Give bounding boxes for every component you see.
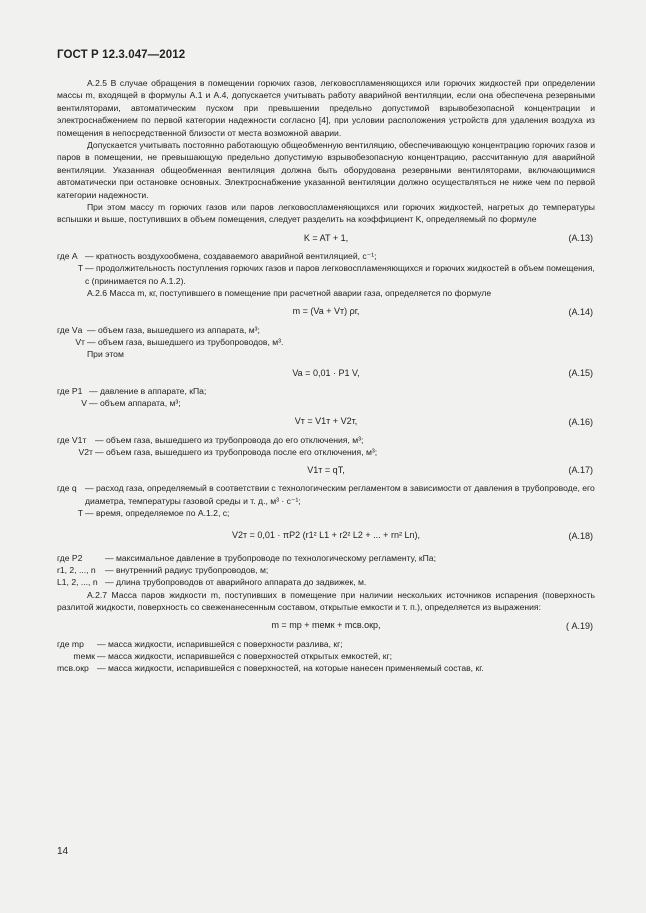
definition-symbol: где A	[57, 250, 78, 261]
equation-a16-number: (А.16)	[568, 416, 593, 427]
equation-a18	[57, 520, 595, 552]
definition-text: — масса жидкости, испарившейся с поверхности разлива, кг;	[97, 638, 343, 649]
definition-row	[57, 638, 595, 650]
paragraph-a25: А.2.5 В случае обращения в помещении горючих газов, легковоспламеняющихся или горючих жидкостей при определении массы m, входящей в формулы А.1 и А.4, допускается учитывать работу аварийной вентиляции, если она обеспечена резервными вентиляторами, автоматическим пуском при превышении предельно допустимой взрывобезопасной концентрации и электроснабжением по первой категории надежности согласно [4], при условии расположения устройств для удаления воздуха из помещения в непосредственной близости от места возможной аварии.	[57, 78, 595, 138]
definition-text: — длина трубопроводов от аварийного аппарата до задвижек, м.	[105, 577, 367, 588]
definition-row	[57, 397, 595, 409]
definition-text: — давление в аппарате, кПа;	[89, 385, 207, 396]
definition-text: — кратность воздухообмена, создаваемого аварийной вентиляцией, с⁻¹;	[85, 250, 377, 261]
paragraph-pri-etom: При этом	[87, 349, 124, 360]
definition-symbol: Vт	[75, 336, 85, 347]
definition-text: — масса жидкости, испарившейся с поверхностей открытых емкостей, кг;	[97, 651, 393, 661]
definition-row	[57, 564, 595, 576]
definition-symbol: где P2	[57, 552, 83, 563]
definition-row	[57, 262, 595, 287]
definition-row	[57, 552, 595, 564]
equation-a14-number: (А.14)	[568, 306, 593, 317]
definition-row	[57, 446, 595, 458]
definition-text: — масса жидкости, испарившейся с поверхностей, на которые нанесен применяемый состав, кг.	[97, 663, 484, 674]
definition-text: — объем газа, вышедшего из трубопровода после его отключения, м³;	[95, 446, 378, 457]
definition-symbol: r1, 2, ..., n	[57, 564, 96, 575]
paragraph-mass-k: При этом массу m горючих газов или паров легковоспламеняющихся или горючих жидкостей, нагретых до температуры вспышки и выше, поступивших в объем помещения, следует разделить на коэффициент K, определяемый по формуле	[57, 202, 595, 225]
definition-text: — объем газа, вышедшего из трубопровода до его отключения, м³;	[95, 434, 364, 445]
definition-row	[57, 324, 595, 336]
definition-text: — расход газа, определяемый в соответствии с технологическим регламентом в зависимости от давления в трубопроводе, его диаметра, температуры газовой среды и т. д., м³ · с⁻¹;	[85, 483, 595, 506]
equation-a19-number: ( А.19)	[565, 620, 593, 631]
definition-text: — продолжительность поступления горючих газов и паров легковоспламеняющихся и горючих жидкостей в объем помещения, с (принимается по А.1.2).	[85, 263, 595, 286]
equation-a16	[57, 410, 595, 434]
definition-symbol: где V1т	[57, 434, 87, 445]
definition-row	[57, 434, 595, 446]
standard-header: ГОСТ Р 12.3.047—2012	[57, 49, 186, 61]
definition-symbol: mемк	[73, 651, 95, 661]
equation-a13-number: (А.13)	[568, 232, 593, 243]
definition-row	[57, 650, 595, 662]
equation-a17-formula: V1т = qT,	[307, 465, 345, 476]
equation-a13-formula: K = AT + 1,	[303, 232, 349, 243]
paragraph-a26: А.2.6 Масса m, кг, поступившего в помещение при расчетной аварии газа, определяется по формуле	[87, 288, 492, 299]
equation-a16-formula: Vт = V1т + V2т,	[294, 416, 358, 427]
definition-row	[57, 385, 595, 397]
equation-a17	[57, 458, 595, 482]
definition-symbol: где P1	[57, 385, 83, 396]
equation-a14	[57, 300, 595, 324]
definition-symbol: T	[77, 508, 83, 519]
definition-row	[57, 250, 595, 262]
definition-row	[57, 576, 595, 588]
definition-symbol: где Vа	[57, 324, 83, 335]
definition-symbol: L1, 2, ..., n	[57, 577, 98, 588]
page-body	[57, 77, 595, 675]
paragraph-ventilation: Допускается учитывать постоянно работающую общеобменную вентиляцию, обеспечивающую концентрацию горючих газов и паров в помещении, не превышающую предельно допустимую взрывобезопасную концентрацию, рассчитанную для аварийной вентиляции. Указанная общеобменная вентиляция должна быть оборудована резервными вентиляторами, включающимися автоматически при остановке основных. Электроснабжение указанной вентиляции должно осуществляться не ниже чем по первой категории надежности.	[57, 140, 595, 200]
equation-a15-formula: Va = 0,01 · P1 V,	[292, 367, 360, 378]
definition-row	[57, 662, 595, 674]
equation-a14-formula: m = (Va + Vт) ρг,	[292, 306, 360, 317]
definition-row	[57, 336, 595, 348]
equation-a15	[57, 361, 595, 385]
definition-symbol: V	[81, 398, 87, 409]
equation-a19	[57, 614, 595, 638]
definition-text: — объем газа, вышедшего из трубопроводов, м³.	[87, 336, 284, 347]
definition-text: — максимальное давление в трубопроводе по технологическому регламенту, кПа;	[105, 552, 436, 563]
definition-text: — объем газа, вышедшего из аппарата, м³;	[87, 324, 260, 335]
equation-a17-number: (А.17)	[568, 465, 593, 476]
definition-symbol: mсв.окр	[57, 663, 89, 674]
definition-symbol: где mр	[57, 638, 84, 649]
definition-row	[57, 482, 595, 507]
equation-a18-number: (А.18)	[568, 530, 593, 541]
equation-a19-formula: m = mр + mемк + mсв.окр,	[271, 620, 381, 631]
paragraph-a27: А.2.7 Масса паров жидкости m, поступивших в помещение при наличии нескольких источников испарения (поверхность разлитой жидкости, поверхность со свеженанесенным составом, открытые емкости и т. п.), определяется из выражения:	[57, 589, 595, 613]
definition-symbol: где q	[57, 483, 77, 494]
definition-symbol: T	[77, 263, 83, 274]
definition-text: — внутренний радиус трубопроводов, м;	[105, 564, 269, 575]
equation-a13	[57, 226, 595, 250]
equation-a15-number: (А.15)	[568, 367, 593, 378]
definition-text: — время, определяемое по А.1.2, с;	[85, 508, 230, 519]
equation-a18-formula: V2т = 0,01 · πP2 (r1² L1 + r2² L2 + ... + rn² Ln),	[232, 530, 420, 541]
definition-text: — объем аппарата, м³;	[89, 398, 181, 409]
definition-row	[57, 507, 595, 519]
page-number: 14	[57, 846, 69, 857]
definition-symbol: V2т	[78, 446, 93, 457]
